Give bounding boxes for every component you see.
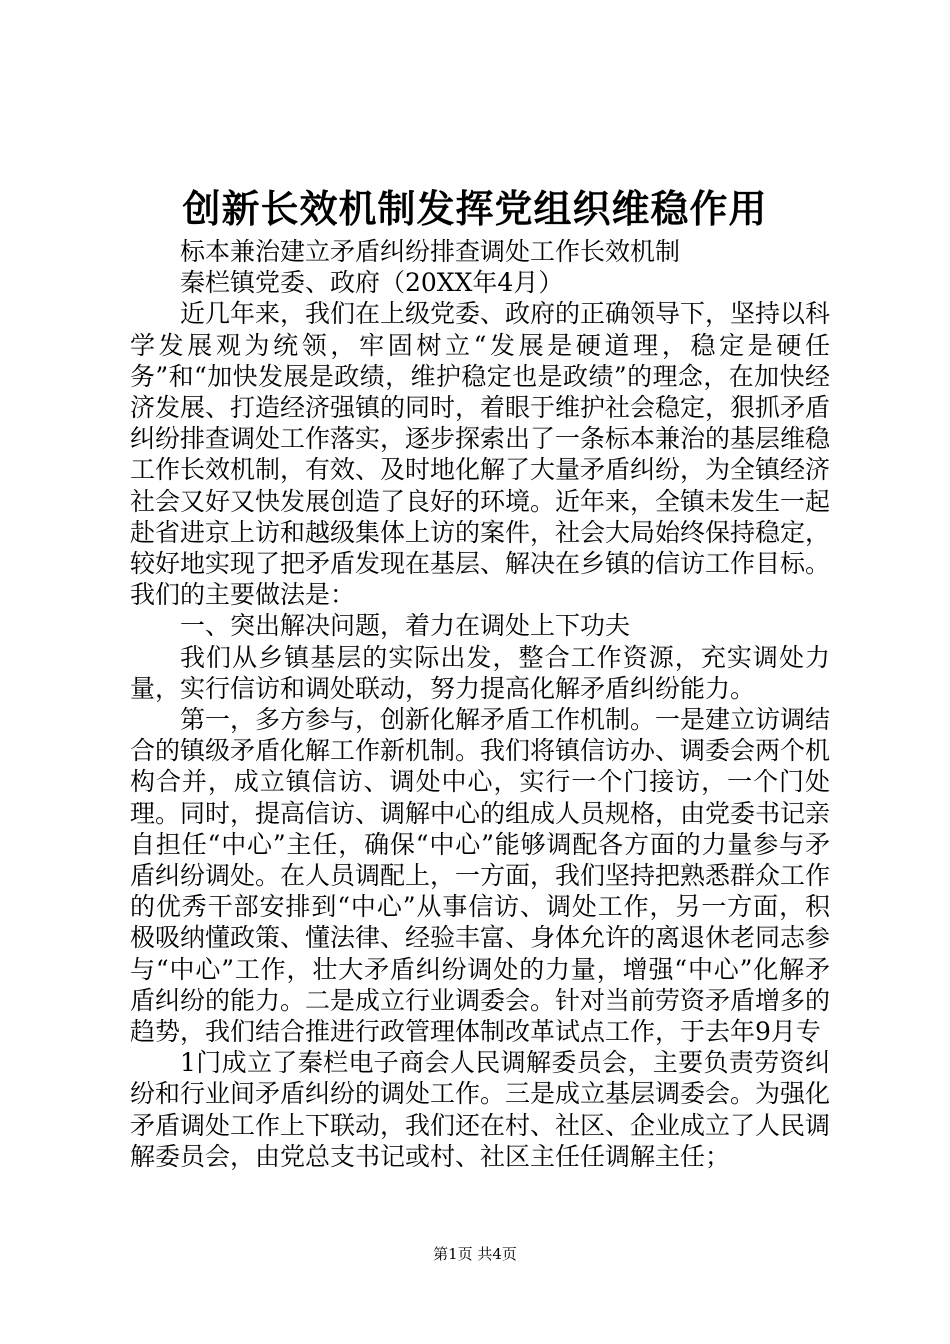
body-paragraph: 1门成立了秦栏电子商会人民调解委员会，主要负责劳资纠纷和行业间矛盾纠纷的调处工作。三是成立基层调委会。为强化矛盾调处工作上下联动，我们还在村、社区、企业成立了人民调解委员会，由党总支书记或村、社区主任任调解主任； — [130, 1048, 831, 1171]
page-footer: 第1页 共4页 — [433, 1245, 517, 1263]
body-paragraph: 第一，多方参与，创新化解矛盾工作机制。一是建立访调结合的镇级矛盾化解工作新机制。我们将镇信访办、调委会两个机构合并，成立镇信访、调处中心，实行一个门接访，一个门处理。同时，提高信访、调解中心的组成人员规格，由党委书记亲自担任“中心”主任，确保“中心”能够调配各方面的力量参与矛盾纠纷调处。在人员调配上，一方面，我们坚持把熟悉群众工作的优秀干部安排到“中心”从事信访、调处工作，另一方面，积极吸纳懂政策、懂法律、经验丰富、身体允许的离退休老同志参与“中心”工作，壮大矛盾纠纷调处的力量，增强“中心”化解矛盾纠纷的能力。二是成立行业调委会。针对当前劳资矛盾增多的趋势，我们结合推进行政管理体制改革试点工作，于去年9月专 — [130, 705, 831, 1047]
document-title: 创新长效机制发挥党组织维稳作用 — [182, 186, 768, 231]
body-paragraph: 我们从乡镇基层的实际出发，整合工作资源，充实调处力量，实行信访和调处联动，努力提高化解矛盾纠纷能力。 — [130, 642, 830, 703]
author-date-paragraph: 秦栏镇党委、政府（20XX年4月） — [180, 268, 564, 298]
subtitle-paragraph: 标本兼治建立矛盾纠纷排查调处工作长效机制 — [180, 237, 681, 266]
document-body — [130, 236, 830, 1172]
section-heading: 一、突出解决问题，着力在调处上下功夫 — [180, 611, 631, 641]
body-paragraph: 近几年来，我们在上级党委、政府的正确领导下，坚持以科学发展观为统领，牢固树立“发展是硬道理，稳定是硬任务”和“加快发展是政绩，维护稳定也是政绩”的理念，在加快经济发展、打造经济强镇的同时，着眼于维护社会稳定，狠抓矛盾纠纷排查调处工作落实，逐步探索出了一条标本兼治的基层维稳工作长效机制，有效、及时地化解了大量矛盾纠纷，为全镇经济社会又好又快发展创造了良好的环境。近年来，全镇未发生一起赴省进京上访和越级集体上访的案件，社会大局始终保持稳定，较好地实现了把矛盾发现在基层、解决在乡镇的信访工作目标。我们的主要做法是： — [130, 299, 831, 610]
